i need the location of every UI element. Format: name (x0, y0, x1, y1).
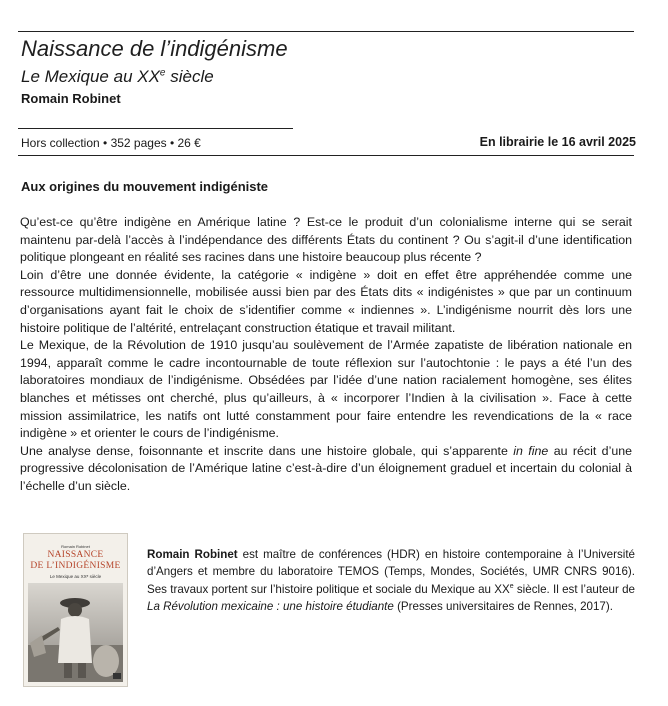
book-author: Romain Robinet (21, 91, 121, 106)
body-text (20, 214, 632, 496)
cover-author: Romain Robinet (61, 544, 90, 549)
bio-paragraph (147, 546, 635, 616)
bio-text-3: (Presses universitaires de Rennes, 2017). (393, 600, 613, 614)
paragraph-4-italic: in fine (513, 443, 549, 458)
bio-text-1: est maître de conférences (HDR) en histoire contemporaine à l’Université d’Angers et membre du laboratoire TEMOS (Temps, Mondes, Sociétés, UMR CNRS 9016). Ses travaux portent sur l’histoire politique et sociale du Mexique au XX (147, 548, 635, 596)
cover-subtitle: Le Mexique au XXᵉ siècle (49, 574, 102, 579)
bottom-rule (18, 155, 634, 156)
bio-book-title: La Révolution mexicaine : une histoire étudiante (147, 600, 394, 614)
paragraph-4-end: au récit d’une progressive décolonisation de l’Amérique latine c’est-à-dire d’un éloignement graduel et incertain du colonial à l’échelle d’un siècle. (20, 443, 632, 493)
paragraph-4-start: Une analyse dense, foisonnante et inscrite dans une histoire globale, qui s’apparente (20, 443, 514, 458)
bio-text-2: siècle. Il est l’auteur de (513, 582, 635, 596)
release-date: En librairie le 16 avril 2025 (479, 135, 636, 149)
cover-title-line1: NAISSANCE (47, 550, 104, 560)
bio-name: Romain Robinet (147, 548, 238, 561)
book-subtitle (21, 67, 214, 87)
meta-rule (18, 128, 293, 129)
paragraph-3: Le Mexique, de la Révolution de 1910 jusqu’au soulèvement de l’Armée zapatiste de libération nationale en 1994, apparaît comme le cadre incontournable de toute réflexion sur l’autochtonie : le pays a été l’un des laboratoires mondiaux de l’indigénisme. Obsédées par l’idée d’une nation racialement homogène, ses élites blanches et métisses ont cherché, plus qu’ailleurs, à « incorporer l’Indien à la civilisation ». Face à cette mission assimilatrice, les natifs ont lutté constamment pour faire entendre les revendications de la « race indigène » et orienter le cours de l’indigénisme. (20, 338, 632, 441)
top-rule (18, 31, 634, 32)
bio-sup: e (509, 582, 514, 590)
subtitle-end: siècle (165, 67, 214, 86)
book-meta: Hors collection • 352 pages • 26 € (21, 136, 201, 150)
subtitle-sup: e (159, 67, 166, 79)
section-heading: Aux origines du mouvement indigéniste (21, 179, 269, 194)
paragraph-4 (20, 443, 632, 496)
book-cover (23, 533, 128, 687)
author-bio (147, 546, 635, 616)
cover-title-line2: DE L’INDIGÉNISME (30, 561, 121, 571)
book-title: Naissance de l’indigénisme (21, 36, 288, 61)
paragraph-2: Loin d’être une donnée évidente, la catégorie « indigène » doit en effet être appréhendée comme une ressource multidimensionnelle, mobilisée aussi bien par des États dits « indigénistes » que par un continuum d’organisations ayant fait le choix de s’identifier comme « indiennes ». L’indigénisme nourrit dès lors une histoire politique de l’altérité, entrelaçant construction étatique et travail militant. (20, 267, 632, 335)
paragraph-1: Qu’est-ce qu’être indigène en Amérique latine ? Est-ce le produit d’un colonialisme interne qui se serait maintenu par-delà l’accès à l’indépendance des différents États du continent ? Ou s’agit-il d’une identification politique plongeant en réalité ses racines dans une histoire beaucoup plus récente ? (20, 215, 632, 265)
subtitle-main: Le Mexique au XX (21, 67, 160, 86)
cover-photo-icon (28, 583, 123, 682)
